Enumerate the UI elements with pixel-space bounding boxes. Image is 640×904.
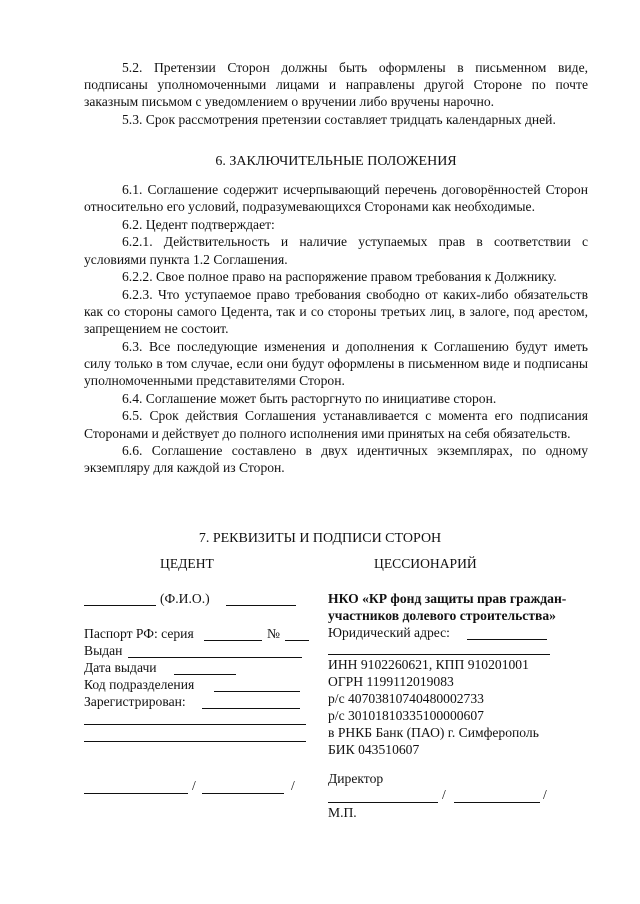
passport-series-line [204,640,262,641]
paragraph-5-3: 5.3. Срок рассмотрения претензии составляет тридцать календарных дней. [122,112,556,127]
issue-date-label: Дата выдачи [84,660,157,675]
paragraph-6-3: 6.3. Все последующие изменения и дополнения к Соглашению будут иметь силу только в том случае, если они будут оформлены в письменном виде и подписаны уполномоченными представителями Сторон. [84,338,588,389]
paragraph-6-2: 6.2. Цедент подтверждает: [122,216,275,232]
issue-date-line [174,674,236,675]
stamp-label: М.П. [328,805,357,820]
division-code-label: Код подразделения [84,677,195,692]
issued-by-line [128,657,302,658]
account-2: р/с 30101810335100000607 [328,708,484,723]
bank-name: в РНКБ Банк (ПАО) г. Симферополь [328,725,539,740]
cedent-signature-slash-2: / [291,778,295,793]
registered-line-2 [84,724,306,725]
passport-number-sign: № [267,626,280,641]
paragraph-6-2-1: 6.2.1. Действительность и наличие уступаемых прав в соответствии с условиями пункта 1.2 Соглашения. [84,234,588,267]
bik: БИК 043510607 [328,742,420,757]
cessionary-name-line-1: НКО «КР фонд защиты прав граждан- [328,591,567,606]
cedent-fio-line-left [84,605,156,606]
paragraph-6-2-3: 6.2.3. Что уступаемое право требования свободно от каких-либо обязательств как со стороны самого Цедента, так и со стороны третьих лиц, в залоге, под арестом, запрещением не состоит. [84,286,588,337]
registered-line-1 [202,708,300,709]
issued-by-label: Выдан [84,643,123,658]
section-7-title: 7. РЕКВИЗИТЫ И ПОДПИСИ СТОРОН [198,531,442,546]
cedent-fio-label: (Ф.И.О.) [160,591,210,606]
cedent-signature-slash-1: / [192,778,196,793]
cedent-fio-line-right [226,605,296,606]
paragraph-5-2: 5.2. Претензии Сторон должны быть оформлены в письменном виде, подписаны уполномоченными лицами и направлены другой Стороне по почте заказным письмом с уведомлением о вручении либо вручены нарочно. [84,60,588,110]
cessionary-header: ЦЕССИОНАРИЙ [374,556,477,571]
section-6-title: 6. ЗАКЛЮЧИТЕЛЬНЫЕ ПОЛОЖЕНИЯ [215,154,457,169]
paragraph-6-2-2: 6.2.2. Свое полное право на распоряжение правом требования к Должнику. [122,269,557,285]
paragraph-6-5: 6.5. Срок действия Соглашения устанавливается с момента его подписания Сторонами и действует до полного исполнения ими принятых на себя обязательств. [84,408,588,441]
director-label: Директор [328,771,384,786]
director-signature-slash-2: / [543,787,547,802]
director-signature-slash-1: / [442,787,446,802]
passport-number-line [285,640,309,641]
passport-series-label: Паспорт РФ: серия [84,626,194,641]
legal-address-label: Юридический адрес: [328,625,450,640]
cedent-signature-line [84,793,188,794]
account-1: р/с 40703810740480002733 [328,691,484,706]
cedent-name-line [202,793,284,794]
section-6 [84,153,588,170]
division-code-line [214,691,300,692]
paragraph-6-1: 6.1. Соглашение содержит исчерпывающий перечень договорённостей Сторон относительно его условий, подразумевающихся Сторонами как необходимые. [84,182,588,215]
inn-kpp: ИНН 9102260621, КПП 910201001 [328,657,529,672]
paragraph-6-6: 6.6. Соглашение составлено в двух идентичных экземплярах, по одному экземпляру для каждой из Сторон. [84,443,588,476]
registered-line-3 [84,741,306,742]
section-6-body [84,181,588,477]
director-name-line [454,802,540,803]
registered-label: Зарегистрирован: [84,694,186,709]
director-signature-line [328,802,438,803]
cedent-header: ЦЕДЕНТ [160,556,214,571]
legal-address-line-1 [467,639,547,640]
section-5 [84,59,588,128]
legal-address-line-2 [328,654,550,655]
paragraph-6-4: 6.4. Соглашение может быть расторгнуто по инициативе сторон. [122,390,497,406]
ogrn: ОГРН 1199112019083 [328,674,454,689]
cessionary-name-line-2: участников долевого строительства» [328,608,556,623]
